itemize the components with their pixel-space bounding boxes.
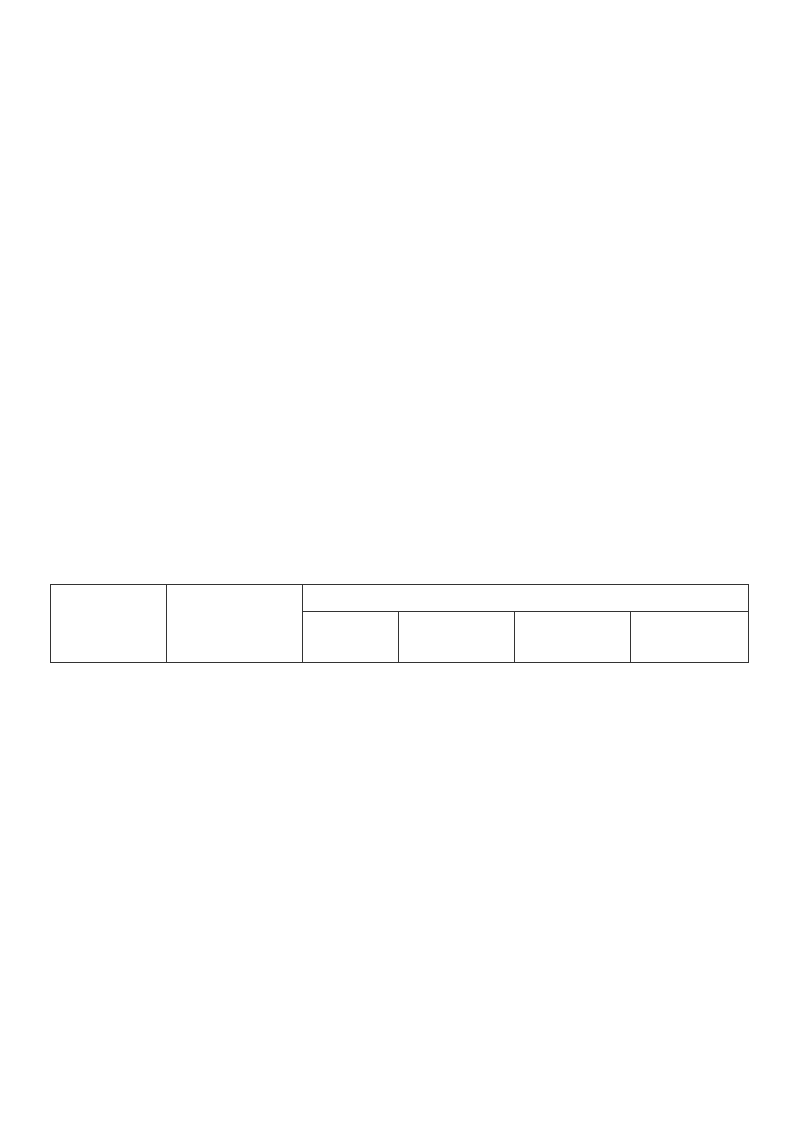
header-total	[167, 585, 303, 663]
q96-question	[48, 961, 758, 982]
header-coal	[303, 612, 399, 663]
energy-table	[50, 584, 749, 663]
header-oil	[399, 612, 515, 663]
header-share-group	[303, 585, 749, 612]
energy-table-image	[50, 584, 748, 902]
header-year	[51, 585, 167, 663]
header-gas	[515, 612, 631, 663]
header-other	[631, 612, 749, 663]
q96-title	[48, 940, 758, 961]
question-96	[48, 940, 758, 982]
